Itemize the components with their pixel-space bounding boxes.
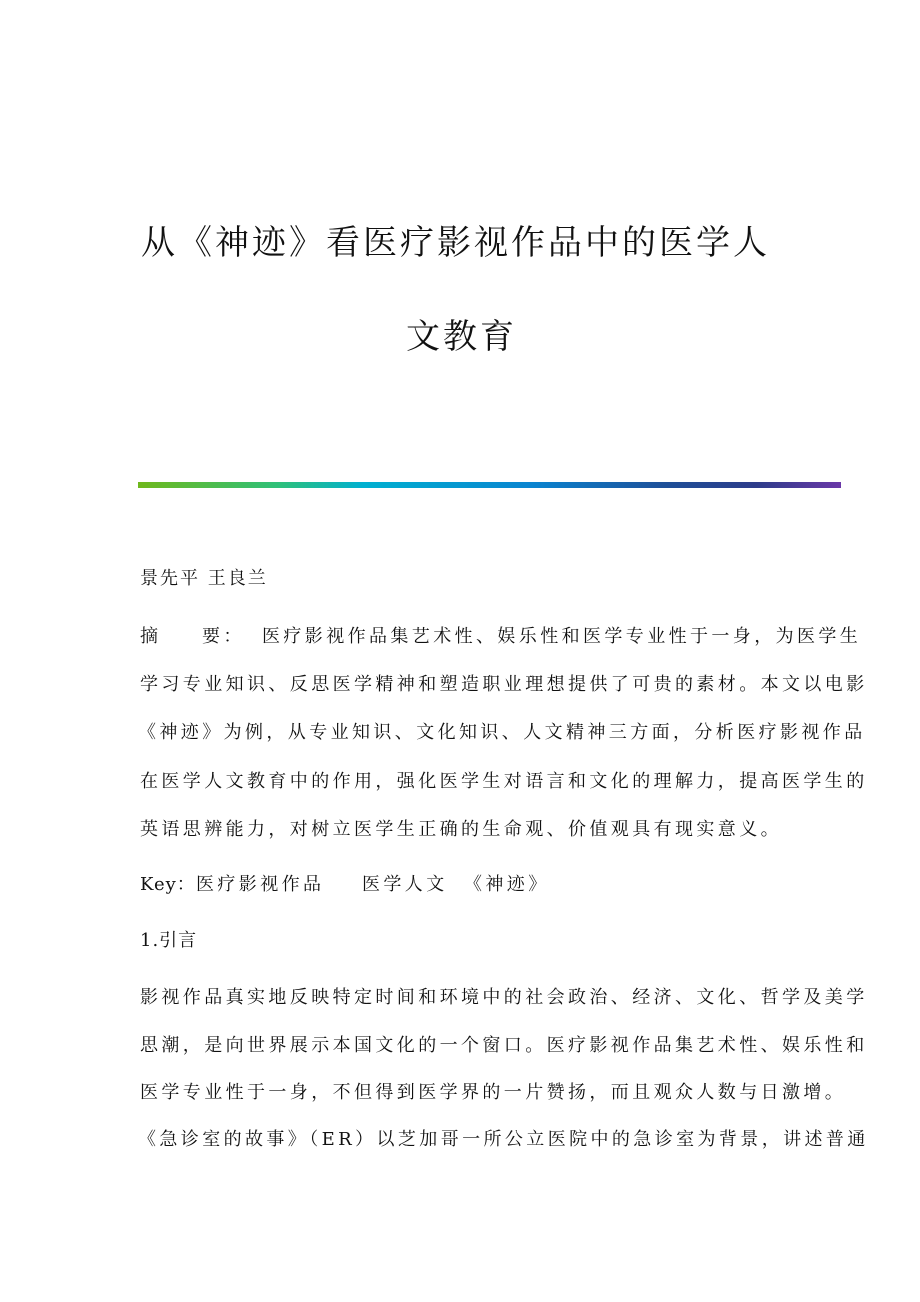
- body-line: 医学专业性于一身，不但得到医学界的一片赞扬，而且观众人数与日激增。: [140, 1082, 847, 1103]
- body-line: 思潮，是向世界展示本国文化的一个窗口。医疗影视作品集艺术性、娱乐性和: [140, 1035, 868, 1056]
- abstract-label-a: 摘: [140, 626, 162, 647]
- abstract-label-b: 要：: [202, 626, 245, 647]
- body-line: 影视作品真实地反映特定时间和环境中的社会政治、经济、文化、哲学及美学: [140, 987, 868, 1008]
- keywords-label: Key：: [140, 874, 196, 895]
- abstract-line: 医疗影视作品集艺术性、娱乐性和医学专业性于一身，为医学生: [262, 626, 862, 647]
- abstract-line: 《神迹》为例，从专业知识、文化知识、人文精神三方面，分析医疗影视作品: [138, 722, 866, 743]
- title-line-2: 文教育: [406, 317, 517, 357]
- keyword: 医学人文: [362, 874, 448, 895]
- abstract-line: 英语思辨能力，对树立医学生正确的生命观、价值观具有现实意义。: [140, 819, 782, 840]
- body-line: 《急诊室的故事》（ER）以芝加哥一所公立医院中的急诊室为背景，讲述普通: [138, 1129, 869, 1150]
- keyword: 《神迹》: [464, 874, 550, 895]
- title-divider: [138, 482, 841, 488]
- authors: 景先平 王良兰: [140, 568, 268, 589]
- keyword: 医疗影视作品: [196, 874, 325, 895]
- title-line-1: 从《神迹》看医疗影视作品中的医学人: [141, 223, 770, 263]
- section-heading: 1.引言: [140, 930, 198, 951]
- abstract-line: 在医学人文教育中的作用，强化医学生对语言和文化的理解力，提高医学生的: [140, 771, 868, 792]
- abstract-line: 学习专业知识、反思医学精神和塑造职业理想提供了可贵的素材。本文以电影: [140, 674, 868, 695]
